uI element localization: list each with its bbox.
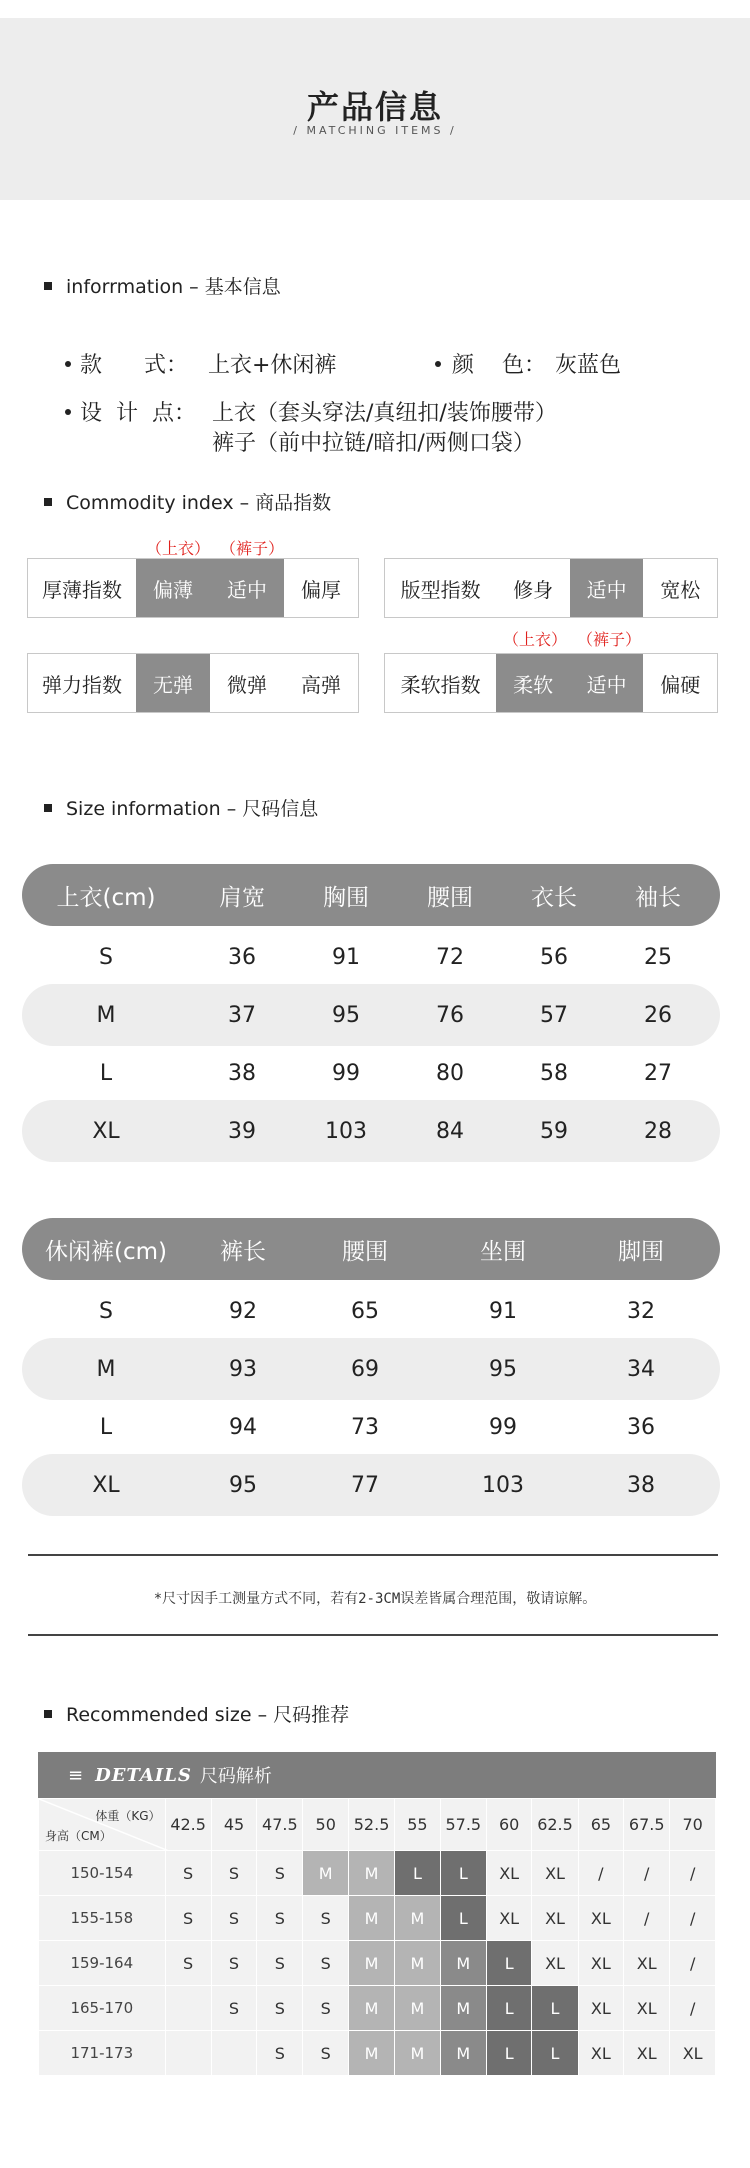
size-cell: M	[349, 2031, 395, 2076]
details-subtitle: 尺码解析	[199, 1766, 272, 1787]
table-cell: 38	[228, 1060, 256, 1086]
size-cell: /	[670, 1986, 716, 2031]
index-option-thick: 偏厚	[301, 577, 341, 602]
size-cell: XL	[624, 1941, 670, 1986]
size-cell: XL	[486, 1851, 532, 1896]
table-row	[22, 984, 720, 1046]
height-range: 150-154	[39, 1851, 166, 1896]
table-cell: 27	[644, 1060, 672, 1086]
column-header: 腰围	[342, 1238, 388, 1265]
table-cell: 73	[351, 1414, 379, 1440]
table-row	[39, 1851, 716, 1896]
size-cell: L	[532, 1986, 578, 2031]
size-cell: XL	[532, 1896, 578, 1941]
weight-header: 50	[303, 1799, 349, 1851]
index-option-soft: 柔软	[496, 654, 570, 712]
size-cell: XL	[578, 1941, 624, 1986]
column-header: 脚围	[618, 1238, 664, 1265]
column-header: 腰围	[427, 884, 473, 911]
height-range: 155-158	[39, 1896, 166, 1941]
details-header	[38, 1752, 716, 1798]
section-title-recommend: Recommended size – 尺码推荐	[44, 1700, 349, 1727]
table-cell: 80	[436, 1060, 464, 1086]
size-cell: XL	[578, 2031, 624, 2076]
size-cell: /	[578, 1851, 624, 1896]
size-cell: M	[395, 2031, 441, 2076]
table-row	[22, 1454, 720, 1516]
size-cell: L	[486, 2031, 532, 2076]
size-cell	[165, 2031, 211, 2076]
table-cell: L	[99, 1414, 113, 1440]
column-header: 上衣(cm)	[56, 884, 156, 911]
height-range: 165-170	[39, 1986, 166, 2031]
table-row	[22, 1042, 720, 1104]
size-cell: L	[440, 1851, 486, 1896]
size-cell: /	[670, 1896, 716, 1941]
table-cell: 32	[627, 1298, 655, 1324]
index-option-hard: 偏硬	[660, 672, 701, 697]
size-cell: S	[257, 1851, 303, 1896]
size-cell: /	[670, 1851, 716, 1896]
style-value: 上衣+休闲裤	[208, 353, 337, 378]
table-cell: 39	[228, 1118, 256, 1144]
table-cell: 28	[644, 1118, 672, 1144]
size-cell: XL	[624, 2031, 670, 2076]
table-row	[39, 1986, 716, 2031]
weight-header-row	[39, 1799, 716, 1851]
column-header: 裤长	[220, 1238, 266, 1265]
table-cell: 37	[228, 1002, 256, 1028]
table-cell: 103	[325, 1118, 367, 1144]
size-cell: S	[165, 1941, 211, 1986]
weight-header: 52.5	[349, 1799, 395, 1851]
size-cell: M	[395, 1896, 441, 1941]
section-title-index: Commodity index – 商品指数	[44, 488, 331, 515]
size-recommend-table	[38, 1798, 716, 2076]
size-cell: L	[440, 1896, 486, 1941]
size-cell: S	[211, 1986, 257, 2031]
mark-top: （上衣）	[146, 539, 211, 558]
column-header: 衣长	[531, 884, 577, 911]
size-cell: S	[211, 1941, 257, 1986]
size-cell: M	[349, 1896, 395, 1941]
weight-header: 57.5	[440, 1799, 486, 1851]
table-cell: 91	[332, 944, 360, 970]
size-cell: S	[303, 1986, 349, 2031]
weight-label: 体重（KG）	[95, 1809, 161, 1823]
size-cell: XL	[670, 2031, 716, 2076]
index-label: 厚薄指数	[42, 577, 122, 602]
size-cell: S	[303, 2031, 349, 2076]
index-option-medium: 适中	[210, 559, 284, 617]
bullet-icon	[435, 361, 441, 367]
index-box-elasticity	[27, 653, 359, 713]
size-cell: S	[257, 1986, 303, 2031]
table-cell: 72	[436, 944, 464, 970]
table-cell: 58	[540, 1060, 568, 1086]
divider	[28, 1634, 718, 1636]
pants-table-header	[22, 1218, 720, 1280]
weight-header: 70	[670, 1799, 716, 1851]
size-cell: M	[440, 1986, 486, 2031]
size-cell: XL	[578, 1896, 624, 1941]
size-cell: S	[303, 1896, 349, 1941]
size-cell: M	[395, 1941, 441, 1986]
table-cell: XL	[92, 1472, 120, 1498]
size-cell: S	[303, 1941, 349, 1986]
square-bullet-icon	[44, 1710, 52, 1718]
column-header: 休闲裤(cm)	[45, 1238, 167, 1265]
table-row	[39, 1896, 716, 1941]
square-bullet-icon	[44, 282, 52, 290]
table-row	[22, 1280, 720, 1342]
table-cell: 95	[229, 1472, 257, 1498]
column-header: 胸围	[323, 884, 369, 911]
index-box-fit	[384, 558, 718, 618]
size-cell: S	[257, 1896, 303, 1941]
size-cell: XL	[624, 1986, 670, 2031]
index-label: 弹力指数	[42, 672, 122, 697]
mark-top: （上衣）	[503, 630, 568, 649]
index-option-loose: 宽松	[660, 577, 701, 602]
table-row	[22, 1100, 720, 1162]
color-value: 灰蓝色	[555, 353, 622, 378]
size-cell: M	[440, 1941, 486, 1986]
bullet-icon	[65, 361, 71, 367]
size-cell: M	[440, 2031, 486, 2076]
size-cell: /	[624, 1896, 670, 1941]
table-row	[39, 2031, 716, 2076]
table-cell: 26	[644, 1002, 672, 1028]
height-label: 身高（CM）	[45, 1829, 112, 1843]
size-cell: L	[486, 1986, 532, 2031]
size-cell: XL	[578, 1986, 624, 2031]
square-bullet-icon	[44, 804, 52, 812]
height-range: 171-173	[39, 2031, 166, 2076]
menu-icon: ≡	[68, 1764, 84, 1786]
table-cell: 69	[351, 1356, 379, 1382]
table-cell: 34	[627, 1356, 655, 1382]
measurement-note: *尺寸因手工测量方式不同，若有2-3CM误差皆属合理范围，敬请谅解。	[153, 1591, 597, 1607]
index-option-none: 无弹	[136, 654, 210, 712]
size-cell: S	[211, 1896, 257, 1941]
size-cell: M	[349, 1941, 395, 1986]
weight-header: 47.5	[257, 1799, 303, 1851]
size-cell	[165, 1986, 211, 2031]
table-cell: 91	[489, 1298, 517, 1324]
design-line-2: 裤子（前中拉链/暗扣/两侧口袋）	[212, 431, 535, 456]
index-label: 柔软指数	[400, 672, 481, 697]
size-cell: L	[532, 2031, 578, 2076]
table-cell: 36	[228, 944, 256, 970]
header-banner	[0, 18, 750, 200]
section-title-info: inforrmation – 基本信息	[44, 272, 281, 299]
table-cell: 36	[627, 1414, 655, 1440]
table-corner	[39, 1799, 166, 1851]
top-bar	[0, 0, 750, 18]
size-cell: L	[486, 1941, 532, 1986]
weight-header: 67.5	[624, 1799, 670, 1851]
table-cell: 56	[540, 944, 568, 970]
table-cell: M	[96, 1356, 116, 1382]
size-cell: M	[349, 1986, 395, 2031]
weight-header: 62.5	[532, 1799, 578, 1851]
size-cell: /	[670, 1941, 716, 1986]
size-cell: S	[165, 1896, 211, 1941]
table-cell: 57	[540, 1002, 568, 1028]
table-row	[22, 1396, 720, 1458]
weight-header: 42.5	[165, 1799, 211, 1851]
table-cell: 94	[229, 1414, 257, 1440]
table-cell: 84	[436, 1118, 464, 1144]
index-option-slight: 微弹	[227, 672, 267, 697]
column-header: 袖长	[635, 884, 681, 911]
table-cell: M	[96, 1002, 116, 1028]
height-range: 159-164	[39, 1941, 166, 1986]
size-cell: S	[257, 2031, 303, 2076]
mark-pants: （裤子）	[577, 630, 642, 649]
table-cell: L	[99, 1060, 113, 1086]
square-bullet-icon	[44, 498, 52, 506]
weight-header: 60	[486, 1799, 532, 1851]
weight-header: 55	[395, 1799, 441, 1851]
table-row	[39, 1941, 716, 1986]
size-cell: S	[257, 1941, 303, 1986]
size-cell: M	[349, 1851, 395, 1896]
index-box-softness	[384, 653, 718, 713]
size-cell: M	[303, 1851, 349, 1896]
index-option-medium: 适中	[570, 654, 644, 712]
index-option-thin: 偏薄	[136, 559, 210, 617]
style-label: 款 式：	[80, 353, 188, 378]
size-cell: XL	[486, 1896, 532, 1941]
table-cell: 103	[482, 1472, 524, 1498]
details-title: DETAILS	[95, 1764, 192, 1786]
bullet-icon	[65, 409, 71, 415]
size-cell: M	[395, 1986, 441, 2031]
table-row	[22, 1338, 720, 1400]
table-cell: 99	[489, 1414, 517, 1440]
weight-header: 45	[211, 1799, 257, 1851]
divider	[28, 1554, 718, 1556]
size-cell: /	[624, 1851, 670, 1896]
color-label: 颜 色：	[452, 353, 546, 378]
table-cell: 59	[540, 1118, 568, 1144]
table-cell: 93	[229, 1356, 257, 1382]
table-cell: 92	[229, 1298, 257, 1324]
page-subtitle: / MATCHING ITEMS /	[293, 124, 457, 137]
page-title: 产品信息	[306, 88, 443, 126]
table-cell: 95	[489, 1356, 517, 1382]
table-cell: 25	[644, 944, 672, 970]
size-cell: XL	[532, 1851, 578, 1896]
index-box-thickness	[27, 558, 359, 618]
column-header: 坐围	[480, 1238, 526, 1265]
weight-header: 65	[578, 1799, 624, 1851]
table-cell: 77	[351, 1472, 379, 1498]
column-header: 肩宽	[219, 884, 265, 911]
top-table-header	[22, 864, 720, 926]
mark-pants: （裤子）	[220, 539, 285, 558]
size-cell: S	[211, 1851, 257, 1896]
index-option-regular: 适中	[570, 559, 644, 617]
table-row	[22, 926, 720, 988]
size-cell	[211, 2031, 257, 2076]
index-label: 版型指数	[400, 577, 481, 602]
index-option-slim: 修身	[513, 577, 554, 602]
size-cell: S	[165, 1851, 211, 1896]
table-cell: 38	[627, 1472, 655, 1498]
table-cell: S	[99, 1298, 113, 1324]
design-line-1: 上衣（套头穿法/真纽扣/装饰腰带）	[212, 401, 557, 426]
table-cell: XL	[92, 1118, 120, 1144]
size-cell: L	[395, 1851, 441, 1896]
index-option-high: 高弹	[301, 672, 341, 697]
table-cell: 76	[436, 1002, 464, 1028]
size-cell: XL	[532, 1941, 578, 1986]
design-label: 设 计 点：	[80, 401, 196, 426]
section-title-size: Size information – 尺码信息	[44, 794, 318, 821]
table-cell: 99	[332, 1060, 360, 1086]
table-cell: 95	[332, 1002, 360, 1028]
table-cell: S	[99, 944, 113, 970]
table-cell: 65	[351, 1298, 379, 1324]
